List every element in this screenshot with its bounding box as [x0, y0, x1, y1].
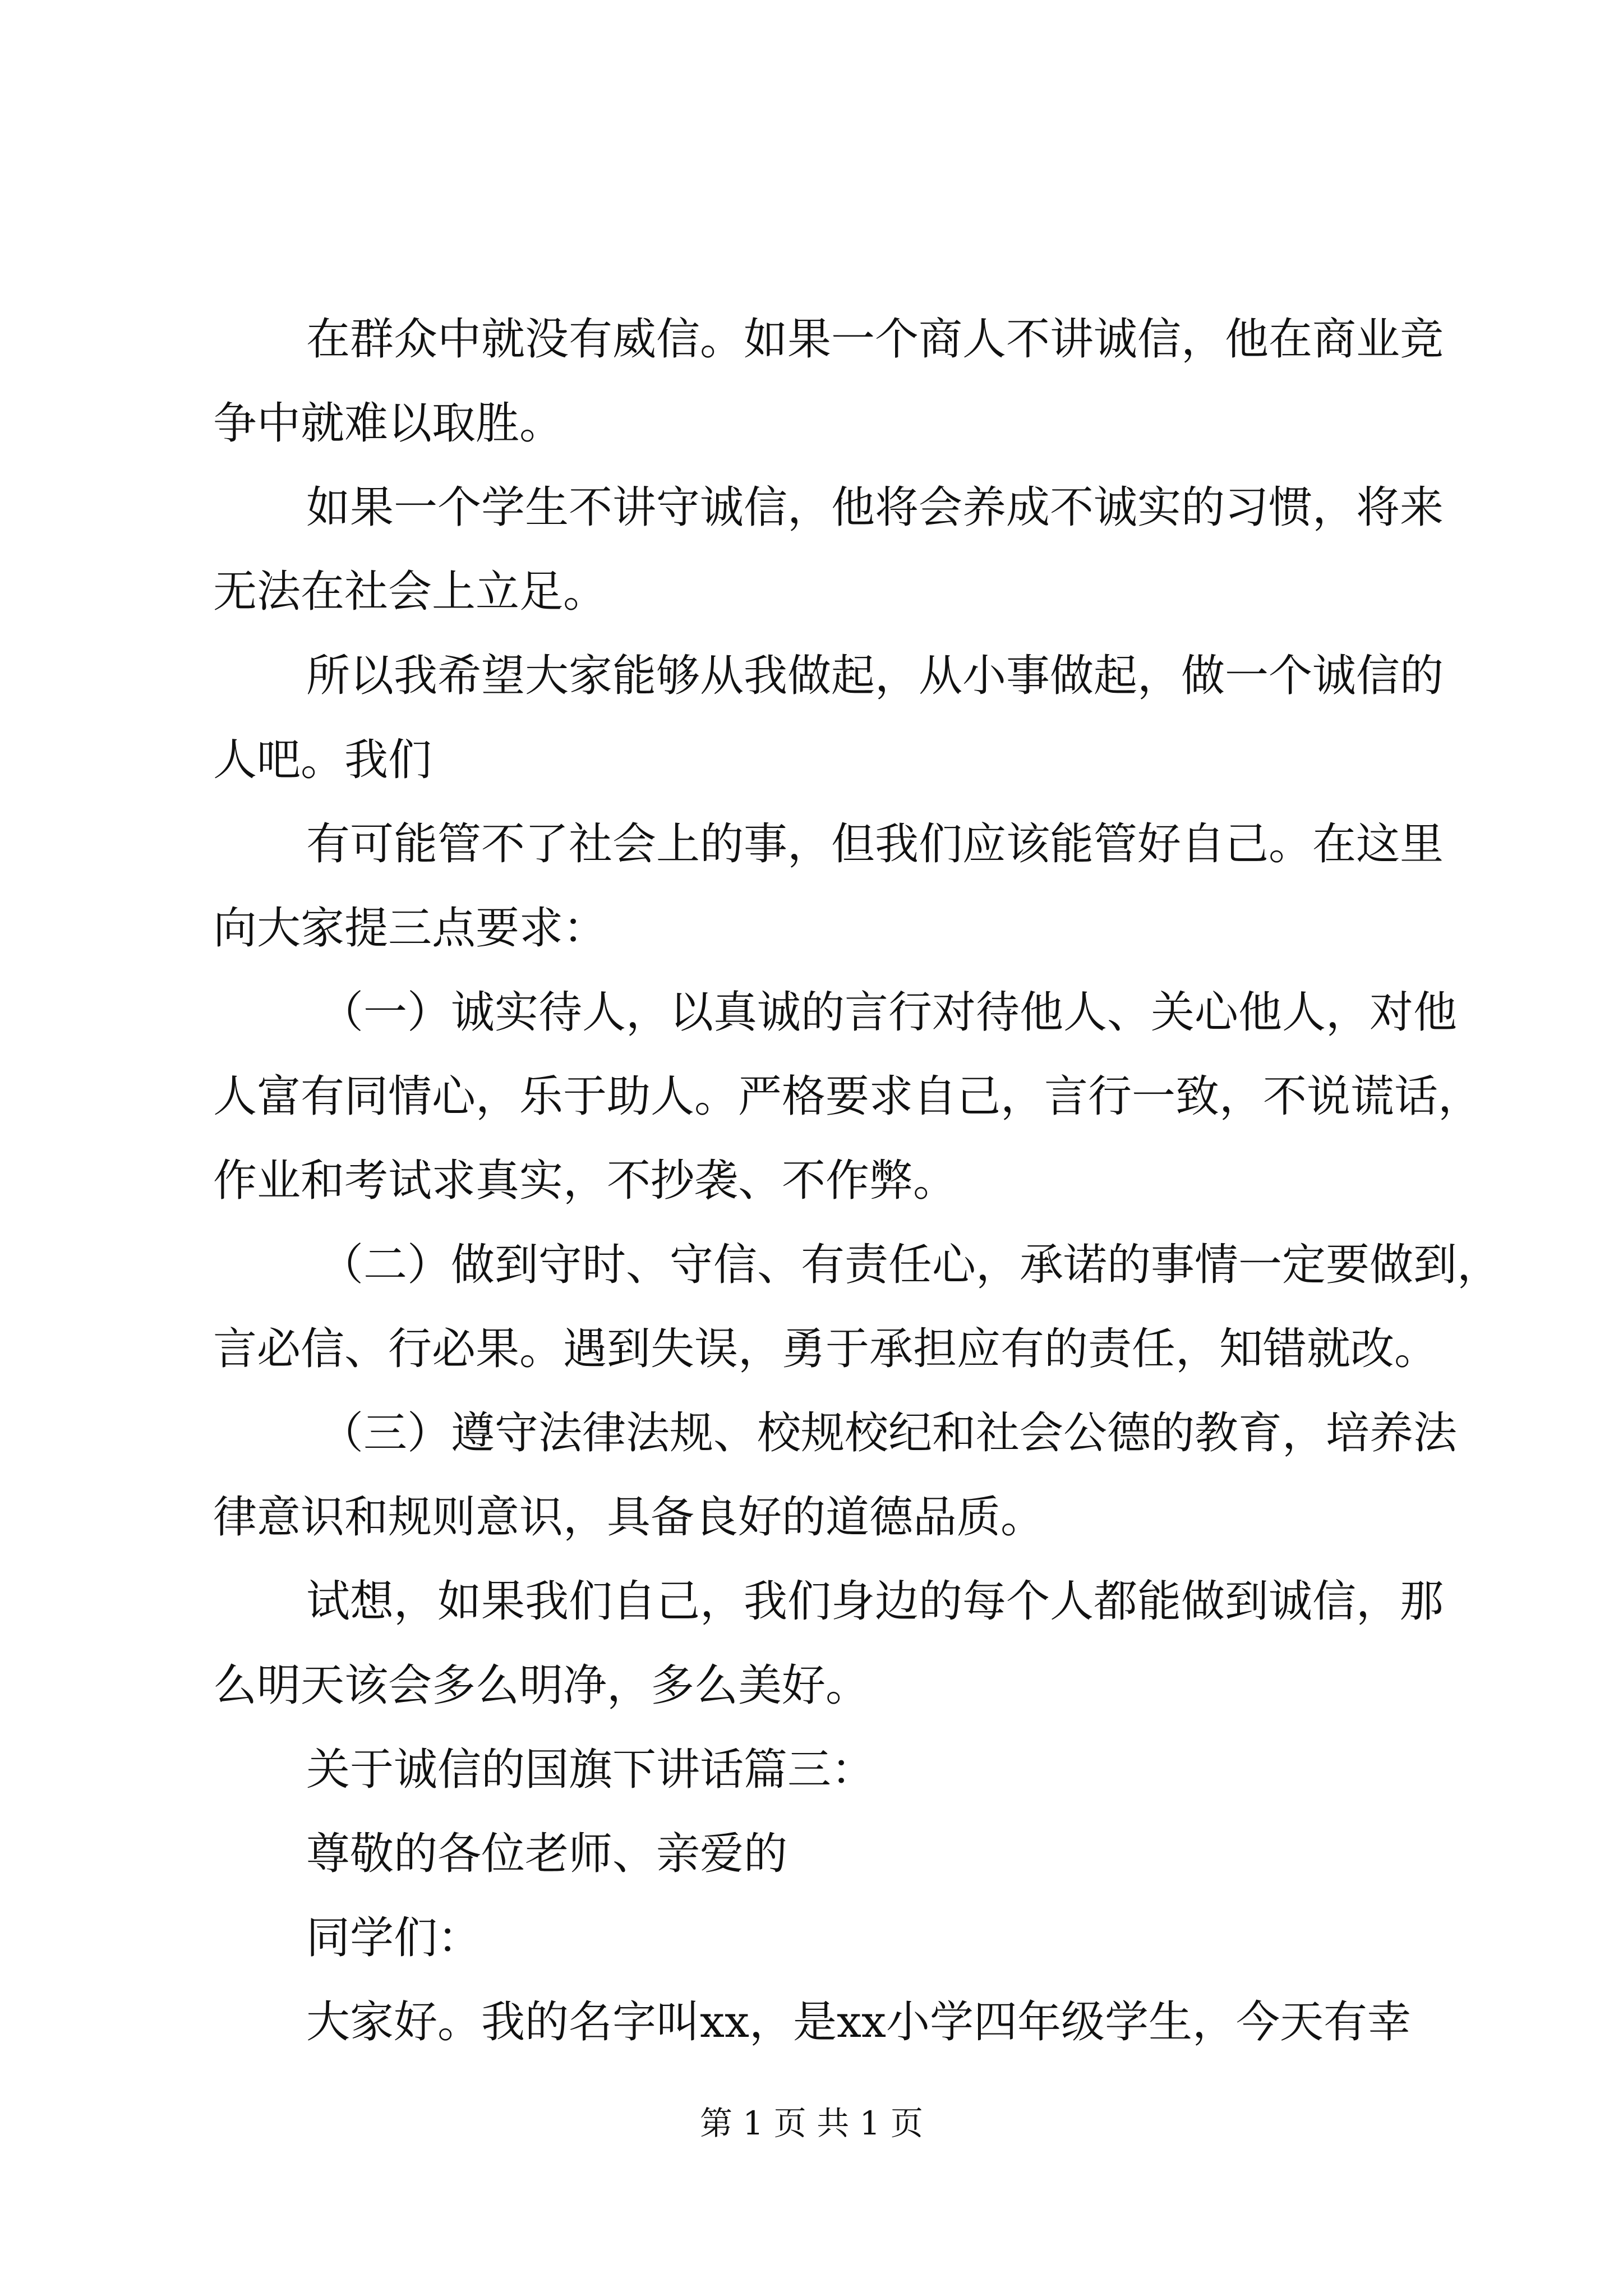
- text-line: 律意识和规则意识，具备良好的道德品质。: [213, 1492, 1045, 1543]
- page-number-footer: 第 1 页 共 1 页: [700, 2104, 923, 2142]
- text-line: 所以我希望大家能够从我做起，从小事做起，做一个诚信的: [306, 651, 1444, 701]
- section-heading: 关于诚信的国旗下讲话篇三：: [306, 1745, 875, 1795]
- text-line: 尊敬的各位老师、亲爱的: [306, 1829, 788, 1879]
- text-line: 无法在社会上立足。: [213, 567, 607, 617]
- text-line: 言必信、行必果。遇到失误，勇于承担应有的责任，知错就改。: [213, 1324, 1438, 1374]
- text-line: 向大家提三点要求：: [213, 903, 607, 954]
- text-line: 同学们：: [306, 1913, 482, 1963]
- text-line: （一）诚实待人，以真诚的言行对待他人、关心他人，对他: [320, 987, 1458, 1038]
- text-line: （二）做到守时、守信、有责任心，承诺的事情一定要做到，: [320, 1240, 1501, 1290]
- text-line: 有可能管不了社会上的事，但我们应该能管好自己。在这里: [306, 819, 1444, 869]
- text-line: 在群众中就没有威信。如果一个商人不讲诚信，他在商业竞: [306, 314, 1444, 365]
- text-line: 人富有同情心，乐于助人。严格要求自己，言行一致，不说谎话，: [213, 1071, 1482, 1122]
- text-line: 争中就难以取胜。: [213, 398, 564, 449]
- text-line: 大家好。我的名字叫xx，是xx小学四年级学生，今天有幸: [306, 1997, 1411, 2047]
- text-line: 试想，如果我们自己，我们身边的每个人都能做到诚信，那: [306, 1576, 1444, 1627]
- text-line: 么明天该会多么明净，多么美好。: [213, 1660, 870, 1711]
- text-line: （三）遵守法律法规、校规校纪和社会公德的教育，培养法: [320, 1408, 1458, 1458]
- text-line: 如果一个学生不讲守诚信，他将会养成不诚实的习惯，将来: [306, 482, 1444, 533]
- text-line: 作业和考试求真实，不抄袭、不作弊。: [213, 1156, 957, 1206]
- text-line: 人吧。我们: [213, 735, 432, 785]
